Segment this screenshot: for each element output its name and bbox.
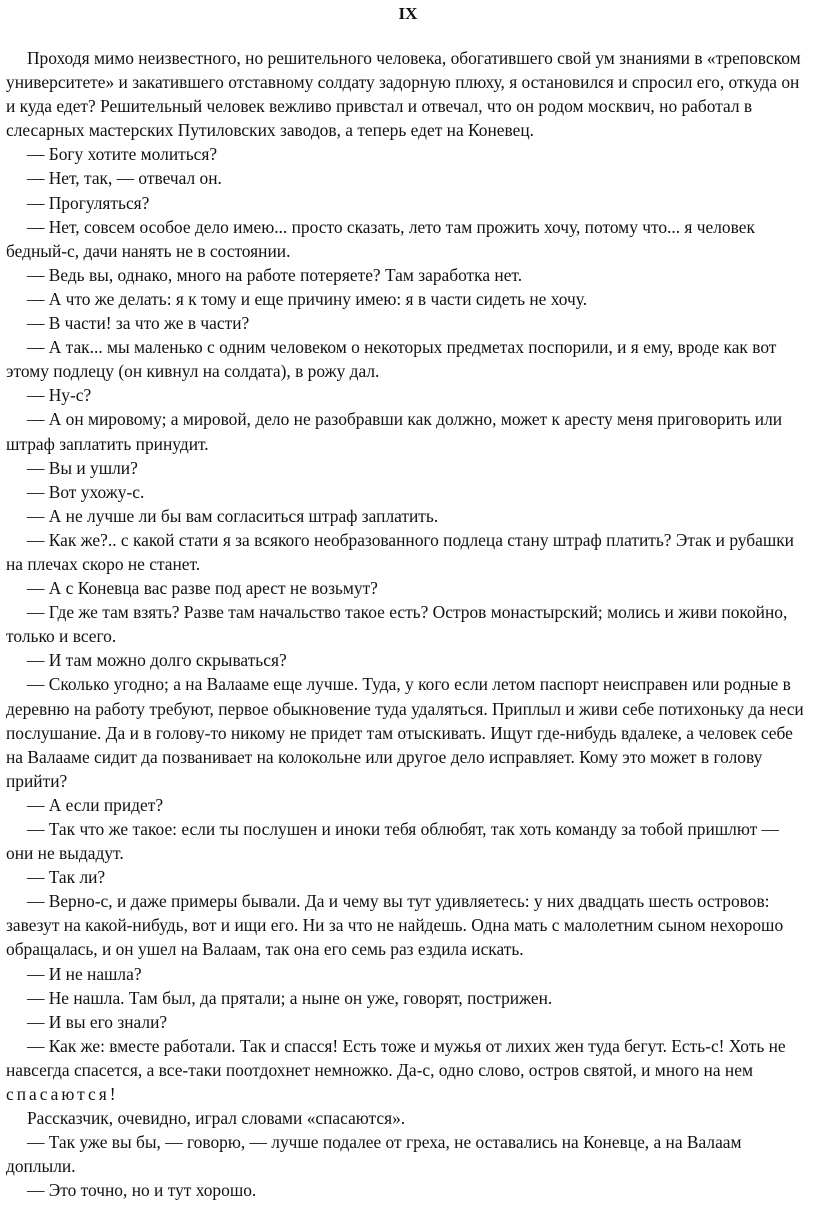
paragraph: — А не лучше ли бы вам согласиться штраф заплатить. xyxy=(27,505,439,526)
paragraph: — Нет, так, — отвечал он. xyxy=(27,168,222,189)
paragraph: — И вы его знали? xyxy=(27,1011,168,1032)
paragraph: Рассказчик, очевидно, играл словами «спасаются». xyxy=(27,1108,406,1129)
paragraph: — Ведь вы, однако, много на работе потеряете? Там заработка нет. xyxy=(27,264,523,285)
paragraph-spasayutsya xyxy=(6,1034,810,1106)
paragraph: — Так ли? xyxy=(27,867,106,888)
paragraph: — Это точно, но и тут хорошо. xyxy=(27,1180,257,1201)
paragraph: — Нет, совсем особое дело имею... просто сказать, лето там прожить хочу, потому что... я человек бедный-с, дачи нанять не в состоянии. xyxy=(6,216,755,261)
spaced-word: спасаются xyxy=(6,1084,110,1105)
paragraph: — А так... мы маленько с одним человеком о некоторых предметах поспорили, и я ему, вроде как вот этому подлецу (он кивнул на солдата), в рожу дал. xyxy=(6,337,777,382)
paragraph: — Так уже вы бы, — говорю, — лучше подалее от греха, не оставались на Коневце, а на Валаам доплыли. xyxy=(6,1132,742,1177)
paragraph: — А с Коневца вас разве под арест не возьмут? xyxy=(27,578,378,599)
paragraph: — Как же?.. с какой стати я за всякого необразованного подлеца стану штраф платить? Этак и рубашки на плечах скоро не станет. xyxy=(6,529,794,574)
paragraph: — Вы и ушли? xyxy=(27,457,138,478)
paragraph: — Вот ухожу-с. xyxy=(27,481,145,502)
paragraph: — И там можно долго скрываться? xyxy=(27,650,287,671)
paragraph: — Где же там взять? Разве там начальство такое есть? Остров монастырский; молись и живи покойно, только и всего. xyxy=(6,602,788,647)
paragraph: — Не нашла. Там был, да прятали; а ныне он уже, говорят, пострижен. xyxy=(27,987,553,1008)
paragraph: — И не нашла? xyxy=(27,963,142,984)
paragraph: — Прогуляться? xyxy=(27,192,150,213)
paragraph-text-end: ! xyxy=(109,1084,116,1105)
chapter-title: IX xyxy=(398,4,418,23)
paragraph: Проходя мимо неизвестного, но решительного человека, обогатившего свой ум знаниями в «треповском университете» и закатившего отставному солдату задорную плюху, я остановился и спросил его, откуда он и куда едет? Решительный человек вежливо привстал и отвечал, что он родом москвич, но работал в слесарных мастерских Путиловских заводов, а теперь едет на Коневец. xyxy=(6,48,801,141)
paragraph-text: — Как же: вместе работали. Так и спасся! Есть тоже и мужья от лихих жен туда бегут. Есть-с! Хоть не навсегда спасется, а все-таки поотдохнет немножко. Да-с, одно слово, остров святой, и много на нем xyxy=(6,1035,786,1080)
paragraph: — А если придет? xyxy=(27,794,164,815)
paragraph: — Сколько угодно; а на Валааме еще лучше. Туда, у кого если летом паспорт неисправен или родные в деревню на работу требуют, первое обыкновение туда удаляться. Приплыл и живи себе потихоньку да неси послушание. Да и в голову-то никому не придет там отыскивать. Ищут где-нибудь вдалеке, а человек себе на Валааме сидит да позванивает на колокольне или другое дело исправляет. Кому это может в голову прийти? xyxy=(6,674,804,791)
paragraph: — Верно-с, и даже примеры бывали. Да и чему вы тут удивляетесь: у них двадцать шесть островов: завезут на какой-нибудь, вот и ищи его. Ни за что не найдешь. Одна мать с малолетним сыном нехорошо обращалась, и он ушел на Валаам, так она его семь раз ездила искать. xyxy=(6,891,784,960)
paragraph: — Ну-с? xyxy=(27,385,92,406)
paragraph: — А он мировому; а мировой, дело не разобравши как должно, может к аресту меня приговорить или штраф заплатить принудит. xyxy=(6,409,783,454)
paragraph: — А что же делать: я к тому и еще причину имею: я в части сидеть не хочу. xyxy=(27,288,588,309)
paragraph: — В части! за что же в части? xyxy=(27,313,250,334)
paragraph: — Так что же такое: если ты послушен и иноки тебя облюбят, так хоть команду за тобой пришлют — они не выдадут. xyxy=(6,819,779,864)
paragraph: — Богу хотите молиться? xyxy=(27,144,218,165)
